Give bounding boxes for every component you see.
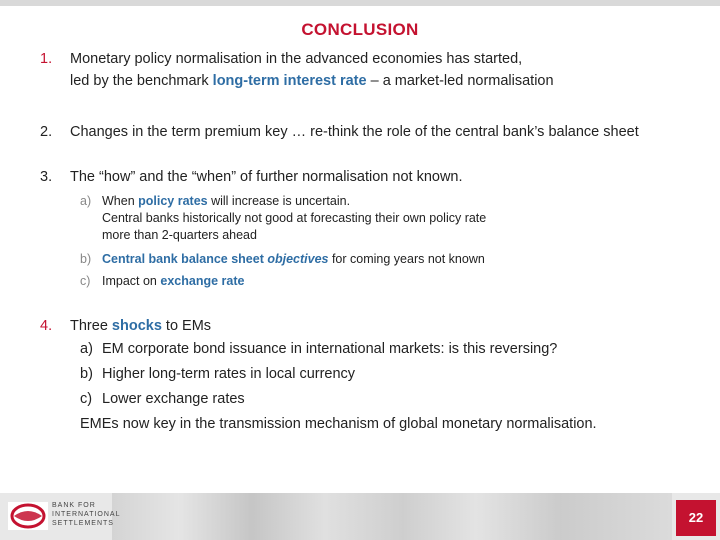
point-number: 3. <box>40 169 53 185</box>
point-3-sub-a-line-2: Central banks historically not good at forecasting their own policy rate <box>102 211 487 225</box>
point-2 <box>40 121 639 143</box>
highlight-text: long-term interest rate <box>212 73 367 89</box>
point-1 <box>40 48 522 70</box>
point-4-sub-a: a) EM corporate bond issuance in international markets: is this reversing? <box>80 341 558 357</box>
point-number: 1. <box>40 51 53 67</box>
point-3-sub-a: a) When policy rates will increase is uncertain. <box>80 194 351 208</box>
point-3 <box>40 166 463 188</box>
point-text: The “how” and the “when” of further normalisation not known. <box>70 169 463 185</box>
slide-title: CONCLUSION <box>301 20 419 39</box>
page-number: 22 <box>676 500 716 536</box>
point-4-sub-b: b) Higher long-term rates in local currency <box>80 366 356 382</box>
bis-logo-icon <box>8 502 48 530</box>
point-3-sub-b: b) Central bank balance sheet objectives for coming years not known <box>80 252 485 266</box>
point-text: Monetary policy normalisation in the advanced economies has started, <box>70 51 523 67</box>
point-3-sub-a-line-3: more than 2-quarters ahead <box>102 228 257 242</box>
highlight-text: shocks <box>111 318 162 334</box>
top-bar <box>0 0 720 6</box>
point-number: 4. <box>40 318 53 334</box>
point-4-sub-c: c) Lower exchange rates <box>80 391 245 407</box>
point-4-closing: EMEs now key in the transmission mechanism of global monetary normalisation. <box>80 416 597 432</box>
point-3-sub-c: c) Impact on exchange rate <box>80 274 245 288</box>
footer-photo-strip <box>112 493 672 540</box>
point-number: 2. <box>40 124 53 140</box>
point-1-line-2: led by the benchmark long-term interest rate – a market-led normalisation <box>70 73 554 89</box>
point-4: 4. Three shocks to EMs <box>40 315 211 337</box>
logo-text: BANK FOR INTERNATIONAL SETTLEMENTS <box>52 502 121 527</box>
point-text: Changes in the term premium key … re-think the role of the central bank’s balance sheet <box>70 124 639 140</box>
